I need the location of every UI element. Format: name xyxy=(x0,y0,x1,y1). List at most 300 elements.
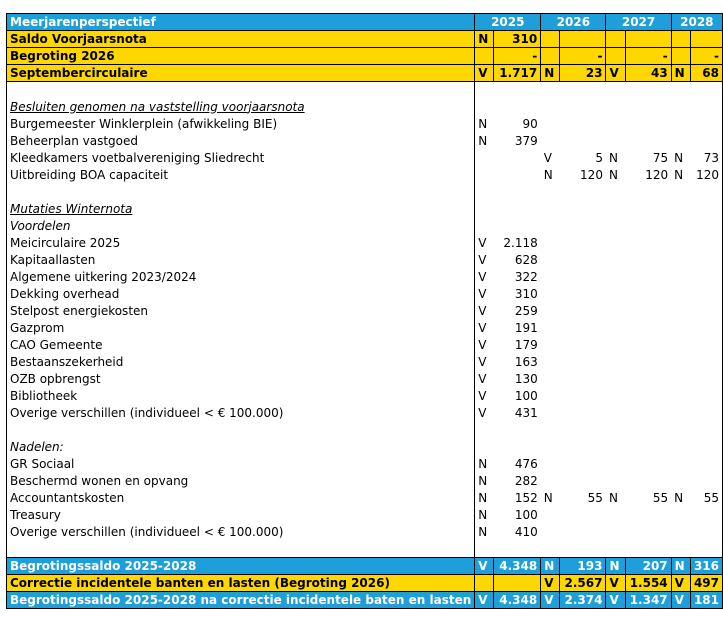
value-cell xyxy=(625,252,671,269)
flag-cell xyxy=(541,269,560,286)
row-label: Overige verschillen (individueel < € 100.000) xyxy=(7,405,475,422)
value-cell: 4.348 xyxy=(494,558,541,575)
flag-cell xyxy=(671,405,690,422)
value-cell: 163 xyxy=(514,354,538,369)
value-cell xyxy=(625,116,671,133)
flag-cell xyxy=(475,48,494,65)
value-cell: 181 xyxy=(690,592,722,609)
table-row xyxy=(7,303,723,320)
value-cell xyxy=(625,235,671,252)
value-cell xyxy=(690,507,722,524)
section-winternota xyxy=(7,201,723,218)
flag-cell xyxy=(541,354,560,371)
empty-cell xyxy=(606,422,625,439)
value-cell xyxy=(625,405,671,422)
row-label: Begrotingssaldo 2025-2028 na correctie incidentele baten en lasten xyxy=(7,592,475,609)
flag-cell xyxy=(541,116,560,133)
flag-cell: N xyxy=(674,167,684,182)
value-cell xyxy=(690,252,722,269)
empty-cell xyxy=(560,82,606,99)
value-cell: 2.567 xyxy=(560,575,606,592)
empty-cell xyxy=(475,541,494,558)
value-cell xyxy=(690,320,722,337)
spacer-row xyxy=(7,422,723,439)
row-label: Algemene uitkering 2023/2024 xyxy=(7,269,475,286)
flag-cell: V xyxy=(671,592,690,609)
empty-cell xyxy=(671,82,690,99)
flag-cell xyxy=(671,507,690,524)
empty-cell xyxy=(475,439,494,456)
empty-cell xyxy=(560,184,606,201)
value-cell: 1.717 xyxy=(494,65,541,82)
value-cell: 100 xyxy=(514,388,538,403)
value-cell: 207 xyxy=(625,558,671,575)
value-cell: 152 xyxy=(514,490,538,505)
empty-cell xyxy=(606,201,625,218)
table-row xyxy=(7,456,723,473)
flag-cell xyxy=(671,48,690,65)
empty-cell xyxy=(690,201,722,218)
flag-cell xyxy=(606,524,625,541)
flag-cell xyxy=(541,524,560,541)
value-cell: 23 xyxy=(560,65,606,82)
empty-cell xyxy=(690,541,722,558)
value-cell xyxy=(690,354,722,371)
table-title: Meerjarenperspectief xyxy=(7,14,475,31)
year-2025: 2025 xyxy=(475,14,541,31)
flag-cell xyxy=(671,473,690,490)
row-label: OZB opbrengst xyxy=(7,371,475,388)
section-voordelen xyxy=(7,218,723,235)
flag-cell xyxy=(606,252,625,269)
summary-row xyxy=(7,65,723,82)
empty-cell xyxy=(541,218,560,235)
flag-cell xyxy=(606,320,625,337)
empty-cell xyxy=(560,541,606,558)
section-heading-text: Besluiten genomen na vaststelling voorjaarsnota xyxy=(10,99,305,114)
flag-cell xyxy=(671,524,690,541)
row-label: Bestaanszekerheid xyxy=(7,354,475,371)
flag-cell: N xyxy=(475,507,494,524)
value-cell xyxy=(560,371,606,388)
value-cell: 1.554 xyxy=(625,575,671,592)
value-cell xyxy=(690,405,722,422)
flag-cell: V xyxy=(475,592,494,609)
value-cell: 179 xyxy=(514,337,538,352)
value-cell: 2.374 xyxy=(560,592,606,609)
value-cell: 431 xyxy=(514,405,538,420)
value-cell xyxy=(690,388,722,405)
row-label: Uitbreiding BOA capaciteit xyxy=(7,167,475,184)
value-cell xyxy=(690,269,722,286)
flag-cell xyxy=(671,252,690,269)
empty-cell xyxy=(475,201,494,218)
table-row xyxy=(7,507,723,524)
value-cell: 5 xyxy=(595,150,603,165)
value-cell: 410 xyxy=(514,524,538,539)
flag-cell xyxy=(606,286,625,303)
row-label: Burgemeester Winklerplein (afwikkeling BIE) xyxy=(7,116,475,133)
table-row xyxy=(7,473,723,490)
flag-cell xyxy=(541,405,560,422)
table-row xyxy=(7,133,723,150)
empty-cell xyxy=(560,422,606,439)
empty-cell xyxy=(541,99,560,116)
empty-cell xyxy=(560,218,606,235)
value-cell xyxy=(560,337,606,354)
flag-cell: N xyxy=(541,65,560,82)
value-cell: 55 xyxy=(587,490,603,505)
row-label: Saldo Voorjaarsnota xyxy=(7,31,475,48)
flag-cell: V xyxy=(475,337,494,354)
value-cell: 68 xyxy=(690,65,722,82)
section-heading xyxy=(7,184,475,201)
value-cell: 4.348 xyxy=(494,592,541,609)
empty-cell xyxy=(475,82,494,99)
value-cell xyxy=(560,269,606,286)
value-cell xyxy=(494,150,541,167)
spacer-row xyxy=(7,541,723,558)
row-label: Correctie incidentele banten en lasten (Begroting 2026) xyxy=(7,575,475,592)
flag-cell: N xyxy=(606,558,625,575)
value-cell xyxy=(625,354,671,371)
flag-cell xyxy=(606,133,625,150)
flag-cell xyxy=(671,337,690,354)
empty-cell xyxy=(475,99,494,116)
flag-cell xyxy=(541,235,560,252)
total-row xyxy=(7,575,723,592)
value-cell xyxy=(625,337,671,354)
empty-cell xyxy=(625,184,671,201)
flag-cell: N xyxy=(541,558,560,575)
flag-cell xyxy=(541,31,560,48)
value-cell xyxy=(494,167,541,184)
value-cell: 2.118 xyxy=(503,235,538,250)
flag-cell: N xyxy=(543,490,553,505)
value-cell xyxy=(560,31,606,48)
flag-cell xyxy=(671,286,690,303)
flag-cell xyxy=(541,133,560,150)
empty-cell xyxy=(606,184,625,201)
value-cell xyxy=(690,456,722,473)
section-heading xyxy=(7,82,475,99)
empty-cell xyxy=(625,201,671,218)
value-cell: 100 xyxy=(514,507,538,522)
value-cell: - xyxy=(494,48,541,65)
flag-cell: N xyxy=(475,116,494,133)
flag-cell xyxy=(671,235,690,252)
flag-cell: N xyxy=(674,490,684,505)
flag-cell xyxy=(541,252,560,269)
year-2028: 2028 xyxy=(671,14,722,31)
value-cell: 310 xyxy=(514,286,538,301)
flag-cell xyxy=(541,320,560,337)
row-label: Stelpost energiekosten xyxy=(7,303,475,320)
flag-cell: V xyxy=(671,575,690,592)
meerjarenperspectief-table xyxy=(6,13,723,609)
flag-cell xyxy=(541,303,560,320)
flag-cell: V xyxy=(475,269,494,286)
row-label: Gazprom xyxy=(7,320,475,337)
table-row xyxy=(7,524,723,541)
flag-cell xyxy=(606,269,625,286)
flag-cell xyxy=(541,456,560,473)
value-cell xyxy=(560,473,606,490)
year-2026: 2026 xyxy=(541,14,606,31)
value-cell xyxy=(625,371,671,388)
flag-cell xyxy=(671,456,690,473)
row-label: CAO Gemeente xyxy=(7,337,475,354)
empty-cell xyxy=(541,439,560,456)
empty-cell xyxy=(671,439,690,456)
empty-cell xyxy=(606,218,625,235)
empty-cell xyxy=(494,82,541,99)
section-heading xyxy=(7,201,475,218)
empty-cell xyxy=(625,99,671,116)
empty-cell xyxy=(541,184,560,201)
flag-cell: N xyxy=(671,558,690,575)
empty-cell xyxy=(690,184,722,201)
section-heading-text: Mutaties Winternota xyxy=(10,201,133,216)
flag-cell: V xyxy=(543,150,552,165)
empty-cell xyxy=(475,184,494,201)
empty-cell xyxy=(494,99,541,116)
value-cell xyxy=(625,320,671,337)
flag-cell: V xyxy=(475,558,494,575)
flag-cell: N xyxy=(674,150,684,165)
empty-cell xyxy=(541,201,560,218)
value-cell xyxy=(690,337,722,354)
table-row xyxy=(7,337,723,354)
table-row xyxy=(7,405,723,422)
value-cell xyxy=(625,388,671,405)
flag-cell xyxy=(606,388,625,405)
flag-cell xyxy=(671,303,690,320)
flag-cell xyxy=(606,337,625,354)
value-cell: 497 xyxy=(690,575,722,592)
value-cell xyxy=(625,31,671,48)
value-cell xyxy=(560,252,606,269)
value-cell xyxy=(690,133,722,150)
value-cell xyxy=(625,473,671,490)
row-label: Begrotingssaldo 2025-2028 xyxy=(7,558,475,575)
flag-cell xyxy=(541,507,560,524)
table-row xyxy=(7,388,723,405)
flag-cell: N xyxy=(671,65,690,82)
empty-cell xyxy=(494,422,541,439)
value-cell: 379 xyxy=(514,133,538,148)
value-cell xyxy=(560,405,606,422)
flag-cell xyxy=(671,116,690,133)
flag-cell xyxy=(606,405,625,422)
flag-cell: V xyxy=(475,405,494,422)
empty-cell xyxy=(690,218,722,235)
empty-cell xyxy=(671,218,690,235)
flag-cell xyxy=(671,388,690,405)
row-label: Accountantskosten xyxy=(7,490,475,507)
flag-cell xyxy=(606,235,625,252)
value-cell: 193 xyxy=(560,558,606,575)
flag-cell xyxy=(475,167,494,184)
flag-cell: V xyxy=(475,252,494,269)
empty-cell xyxy=(541,82,560,99)
flag-cell xyxy=(541,337,560,354)
empty-cell xyxy=(671,184,690,201)
value-cell: 120 xyxy=(645,167,669,182)
value-cell xyxy=(690,303,722,320)
value-cell: 282 xyxy=(514,473,538,488)
value-cell xyxy=(625,303,671,320)
empty-cell xyxy=(690,439,722,456)
total-row xyxy=(7,592,723,609)
flag-cell xyxy=(541,371,560,388)
flag-cell xyxy=(541,473,560,490)
row-label: Meicirculaire 2025 xyxy=(7,235,475,252)
row-label: Kleedkamers voetbalvereniging Sliedrecht xyxy=(7,150,475,167)
flag-cell: V xyxy=(475,388,494,405)
section-heading-text: Voordelen xyxy=(10,218,71,233)
value-cell xyxy=(560,320,606,337)
flag-cell xyxy=(541,388,560,405)
empty-cell xyxy=(541,422,560,439)
flag-cell xyxy=(606,303,625,320)
value-cell xyxy=(560,286,606,303)
value-cell xyxy=(690,524,722,541)
empty-cell xyxy=(671,201,690,218)
value-cell xyxy=(560,354,606,371)
flag-cell: V xyxy=(475,303,494,320)
empty-cell xyxy=(671,541,690,558)
flag-cell: V xyxy=(475,65,494,82)
value-cell: 316 xyxy=(690,558,722,575)
flag-cell xyxy=(671,354,690,371)
value-cell: 75 xyxy=(652,150,669,165)
value-cell xyxy=(625,286,671,303)
value-cell xyxy=(560,507,606,524)
flag-cell xyxy=(606,116,625,133)
row-label: Beheerplan vastgoed xyxy=(7,133,475,150)
value-cell xyxy=(560,388,606,405)
empty-cell xyxy=(671,99,690,116)
table-row xyxy=(7,286,723,303)
empty-cell xyxy=(690,82,722,99)
table-row xyxy=(7,490,723,507)
flag-cell xyxy=(606,371,625,388)
value-cell xyxy=(690,116,722,133)
value-cell xyxy=(690,286,722,303)
section-heading-text: Nadelen: xyxy=(10,439,64,454)
empty-cell xyxy=(494,439,541,456)
empty-cell xyxy=(690,422,722,439)
value-cell: 55 xyxy=(690,490,722,507)
empty-cell xyxy=(541,541,560,558)
value-cell: - xyxy=(625,48,671,65)
value-cell: 310 xyxy=(494,31,541,48)
value-cell xyxy=(560,235,606,252)
flag-cell: V xyxy=(475,235,494,252)
value-cell xyxy=(494,575,541,592)
table-row xyxy=(7,116,723,133)
flag-cell: N xyxy=(475,31,494,48)
header-row xyxy=(7,14,723,31)
value-cell xyxy=(560,524,606,541)
empty-cell xyxy=(560,439,606,456)
section-heading xyxy=(7,99,475,116)
empty-cell xyxy=(625,218,671,235)
empty-cell xyxy=(606,99,625,116)
flag-cell xyxy=(671,31,690,48)
value-cell: 259 xyxy=(514,303,538,318)
value-cell xyxy=(690,31,722,48)
value-cell: 73 xyxy=(690,150,722,167)
value-cell: 120 xyxy=(580,167,603,182)
summary-row xyxy=(7,31,723,48)
value-cell: 191 xyxy=(514,320,538,335)
table-row xyxy=(7,354,723,371)
flag-cell xyxy=(541,48,560,65)
value-cell: 43 xyxy=(625,65,671,82)
flag-cell: N xyxy=(475,524,494,541)
flag-cell xyxy=(606,456,625,473)
empty-cell xyxy=(606,82,625,99)
value-cell: 55 xyxy=(652,490,669,505)
section-heading xyxy=(7,439,475,456)
value-cell xyxy=(560,116,606,133)
summary-row xyxy=(7,48,723,65)
value-cell: - xyxy=(560,48,606,65)
flag-cell xyxy=(671,269,690,286)
row-label: Dekking overhead xyxy=(7,286,475,303)
empty-cell xyxy=(475,218,494,235)
flag-cell: V xyxy=(606,592,625,609)
section-heading xyxy=(7,422,475,439)
empty-cell xyxy=(625,439,671,456)
flag-cell: V xyxy=(606,65,625,82)
table-row xyxy=(7,252,723,269)
value-cell xyxy=(625,524,671,541)
flag-cell: V xyxy=(475,371,494,388)
value-cell: 1.347 xyxy=(625,592,671,609)
empty-cell xyxy=(560,99,606,116)
value-cell xyxy=(690,371,722,388)
row-label: Begroting 2026 xyxy=(7,48,475,65)
section-besluiten xyxy=(7,99,723,116)
flag-cell: N xyxy=(475,133,494,150)
section-heading xyxy=(7,218,475,235)
value-cell: 130 xyxy=(514,371,538,386)
empty-cell xyxy=(606,541,625,558)
empty-cell xyxy=(494,541,541,558)
flag-cell: V xyxy=(541,592,560,609)
empty-cell xyxy=(690,99,722,116)
row-label: Kapitaallasten xyxy=(7,252,475,269)
flag-cell: N xyxy=(608,167,618,182)
empty-cell xyxy=(625,422,671,439)
section-nadelen xyxy=(7,439,723,456)
empty-cell xyxy=(606,439,625,456)
empty-cell xyxy=(625,541,671,558)
value-cell xyxy=(560,303,606,320)
table-row xyxy=(7,269,723,286)
row-label: Overige verschillen (individueel < € 100.000) xyxy=(7,524,475,541)
flag-cell: N xyxy=(475,456,494,473)
flag-cell xyxy=(606,473,625,490)
value-cell: 90 xyxy=(522,116,538,131)
value-cell: 120 xyxy=(690,167,722,184)
value-cell xyxy=(560,456,606,473)
empty-cell xyxy=(671,422,690,439)
section-heading xyxy=(7,541,475,558)
